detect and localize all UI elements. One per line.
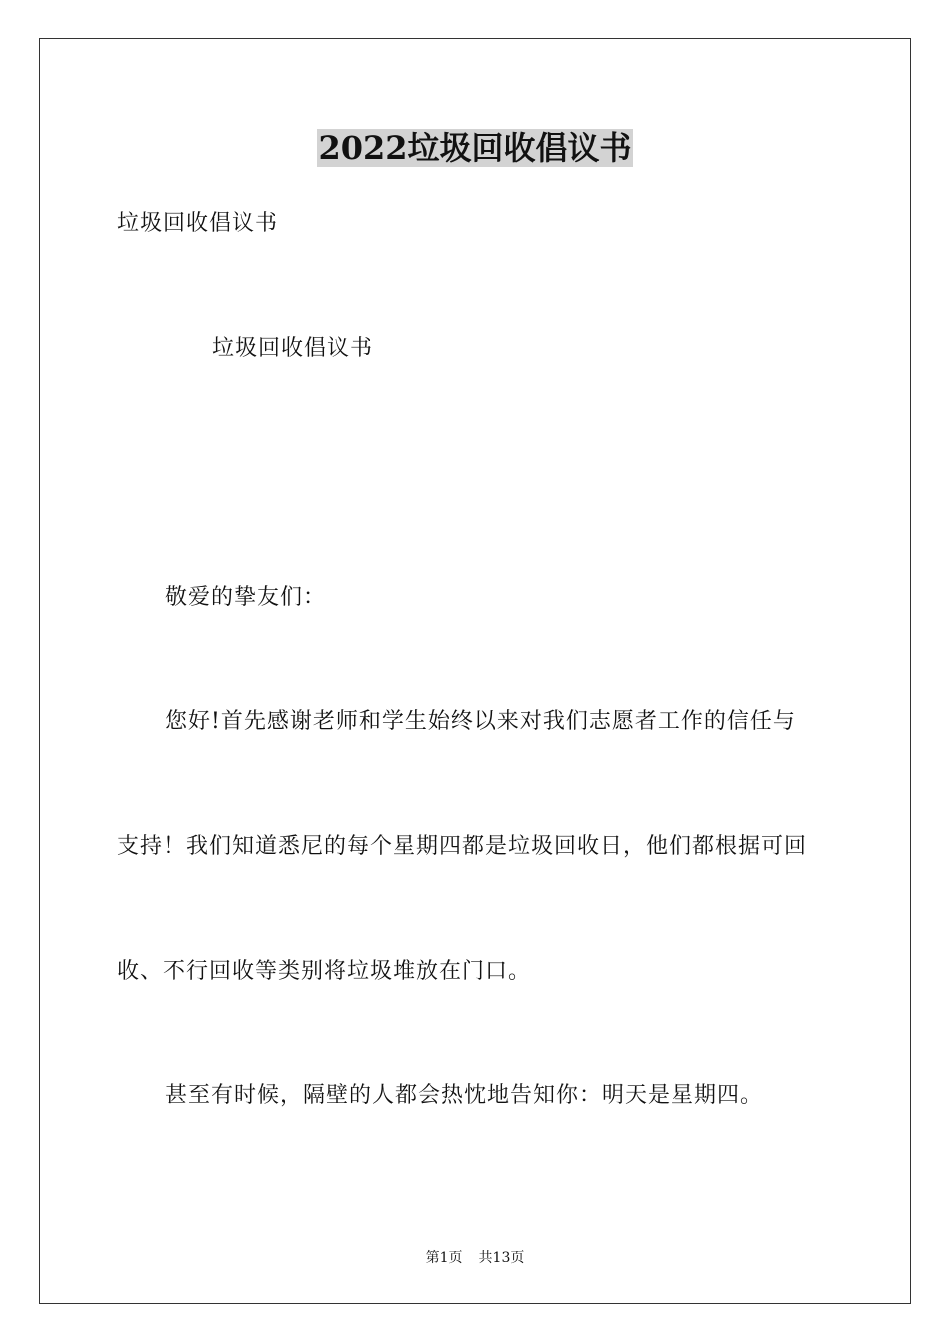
page-total: 共13页 (478, 1250, 525, 1266)
document-title-text: 2022垃圾回收倡议书 (318, 129, 632, 167)
salutation: 敬爱的挚友们： (165, 585, 327, 610)
document-subtitle: 垃圾回收倡议书 (117, 211, 279, 236)
page-footer (0, 1248, 950, 1268)
document-heading: 垃圾回收倡议书 (212, 336, 374, 361)
body-line: 支持！我们知道悉尼的每个星期四都是垃圾回收日，他们都根据可回 (117, 834, 808, 859)
body-line: 收、不行回收等类别将垃圾堆放在门口。 (117, 959, 532, 984)
body-line: 您好!首先感谢老师和学生始终以来对我们志愿者工作的信任与 (165, 709, 796, 734)
body-line: 甚至有时候，隔壁的人都会热忱地告知你：明天是星期四。 (165, 1083, 764, 1108)
document-title (0, 126, 950, 170)
page-number: 第1页 (425, 1250, 463, 1266)
